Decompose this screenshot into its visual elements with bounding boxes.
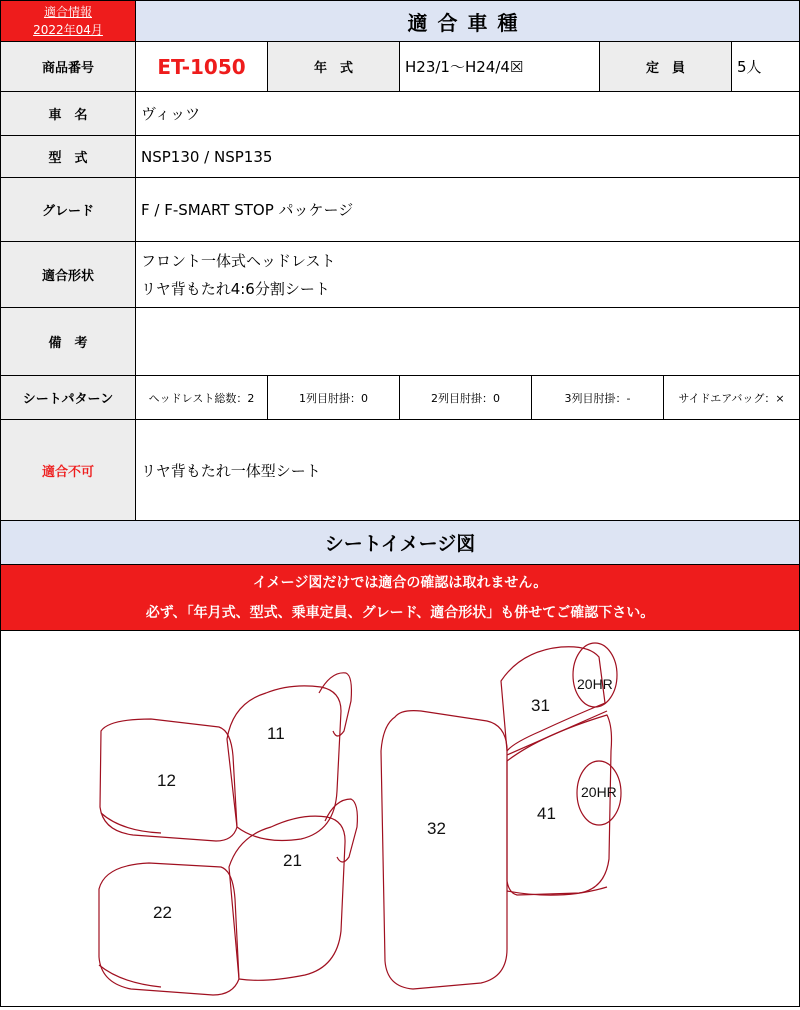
model-label: 型 式 <box>0 136 136 178</box>
year-value: H23/1〜H24/4☒ <box>400 42 600 92</box>
seat-22-cushion <box>99 863 239 995</box>
pattern-side-airbag: サイドエアバッグ：× <box>664 376 800 420</box>
shape-line-2: リヤ背もたれ4:6分割シート <box>141 279 330 298</box>
capacity-value: 5人 <box>732 42 800 92</box>
seat-label-12: 12 <box>157 771 176 790</box>
shape-line-1: フロント一体式ヘッドレスト <box>141 251 336 270</box>
warning-line-1: イメージ図だけでは適合の確認は取れません。 <box>252 574 548 591</box>
seat-label-31: 31 <box>531 696 550 715</box>
seat-11-back <box>227 686 341 841</box>
car-name-label: 車 名 <box>0 92 136 136</box>
grade-label: グレード <box>0 178 136 242</box>
seat-41-back <box>507 715 612 895</box>
capacity-label: 定 員 <box>600 42 732 92</box>
seat-32-cushion <box>381 711 507 989</box>
seat-diagram <box>0 631 800 1007</box>
seat-11-headrest <box>319 673 351 736</box>
seat-label-22: 22 <box>153 903 172 922</box>
grade-value: F / F-SMART STOP パッケージ <box>136 178 800 242</box>
incompatible-label: 適合不可 <box>0 420 136 521</box>
seat-label-32: 32 <box>427 819 446 838</box>
badge-line1: 適合情報 <box>43 5 92 19</box>
seat-diagram-svg <box>1 631 799 1006</box>
headrest-label-upper: 20HR <box>577 676 613 692</box>
seat-pattern-label: シートパターン <box>0 376 136 420</box>
product-number-label: 商品番号 <box>0 42 136 92</box>
seat-label-41: 41 <box>537 804 556 823</box>
page-title: 適合車種 <box>136 0 800 42</box>
pattern-row1-armrest: 1列目肘掛：0 <box>268 376 400 420</box>
shape-value <box>136 242 800 308</box>
shape-label: 適合形状 <box>0 242 136 308</box>
model-value: NSP130 / NSP135 <box>136 136 800 178</box>
headrest-label-lower: 20HR <box>581 784 617 800</box>
seat-21-headrest <box>325 799 357 862</box>
notes-label: 備 考 <box>0 308 136 376</box>
car-name-value: ヴィッツ <box>136 92 800 136</box>
pattern-row3-armrest: 3列目肘掛：- <box>532 376 664 420</box>
product-code: ET-1050 <box>136 42 268 92</box>
seat-label-11: 11 <box>267 724 285 743</box>
seat-image-title: シートイメージ図 <box>0 521 800 565</box>
notes-value <box>136 308 800 376</box>
seat-label-21: 21 <box>283 851 302 870</box>
badge-date: 2022年04月 <box>33 23 103 37</box>
incompatible-value: リヤ背もたれ一体型シート <box>136 420 800 521</box>
warning-banner <box>0 565 800 631</box>
warning-line-2: 必ず、「年月式、型式、乗車定員、グレード、適合形状」も併せてご確認下さい。 <box>145 604 655 621</box>
pattern-row2-armrest: 2列目肘掛：0 <box>400 376 532 420</box>
year-label: 年 式 <box>268 42 400 92</box>
compat-info-badge <box>0 0 136 42</box>
pattern-headrest: ヘッドレスト総数：2 <box>136 376 268 420</box>
